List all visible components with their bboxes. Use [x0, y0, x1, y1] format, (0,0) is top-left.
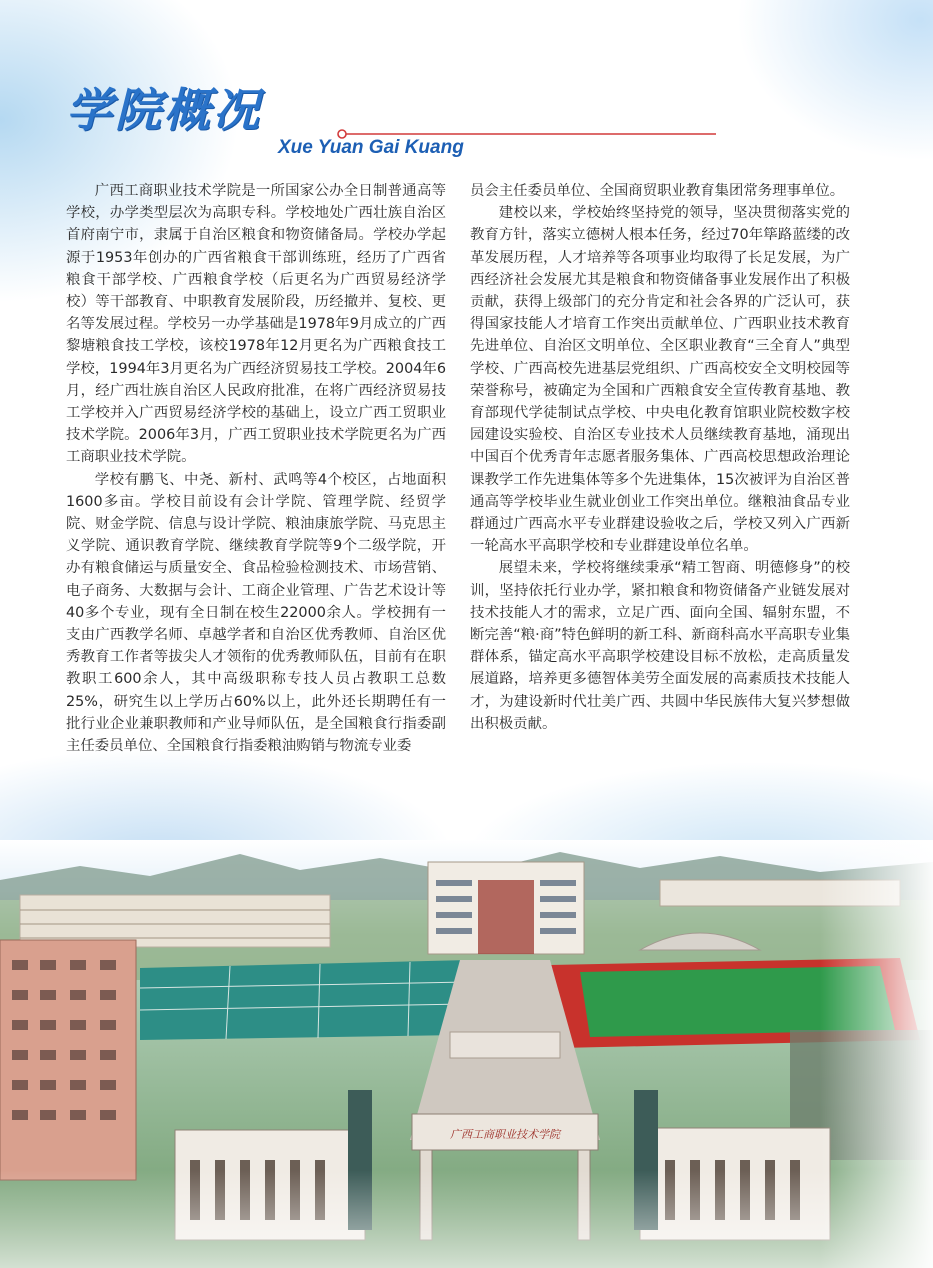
- page-title: 学院概况: [66, 83, 262, 137]
- paragraph-campus-faculty-continued: 员会主任委员单位、全国商贸职业教育集团常务理事单位。: [470, 183, 845, 199]
- dormitory-building-left: [20, 895, 330, 947]
- page-subtitle: Xue Yuan Gai Kuang: [278, 137, 464, 158]
- campus-aerial-photo: [0, 840, 933, 1268]
- stone-monument: [450, 1032, 560, 1058]
- paragraph-campus-faculty: 学校有鹏飞、中尧、新村、武鸣等4个校区，占地面积1600多亩。学校目前设有会计学院、管理学院、经贸学院、财金学院、信息与设计学院、粮油康旅学院、马克思主义学院、通识教育学院、继续教育学院等9个二级学院，开办有粮食储运与质量安全、食品检验检测技术、市场营销、电子商务、大数据与会计、工商企业管理、广告艺术设计等40多个专业，现有全日制在校生22000余人。学校拥有一支由广西教学名师、卓越学者和自治区优秀教师、自治区优秀教育工作者等拔尖人才领衔的优秀教师队伍，目前有在职教职工600余人，其中高级职称专技人员占教职工总数25%，研究生以上学历占60%以上，此外还长期聘任有一批行业企业兼职教师和产业导师队伍，是全国粮食行指委副主任委员单位、全国粮食行指委粮油购销与物流专业委: [66, 471, 446, 755]
- gate-sign-text: 广西工商职业技术学院: [450, 1128, 560, 1141]
- right-column: [470, 180, 850, 735]
- paragraph-history: 广西工商职业技术学院是一所国家公办全日制普通高等学校，办学类型层次为高职专科。学校地处广西壮族自治区首府南宁市，隶属于自治区粮食和物资储备局。学校办学起源于1953年创办的广西省粮食干部训练班，经历了广西省粮食干部学校、广西粮食学校（后更名为广西贸易经济学校）等干部教育、中职教育发展阶段，历经撤并、复校、更名等发展过程。学校另一办学基础是1978年9月成立的广西黎塘粮食技工学校，该校1978年12月更名为广西粮食技工学校，1994年3月更名为广西经济贸易技工学校。2004年6月，经广西壮族自治区人民政府批准，在将广西经济贸易技工学校并入广西贸易经济学校的基础上，设立广西工贸职业技术学院。2006年3月，广西工贸职业技术学院更名为广西工商职业技术学院。: [66, 183, 446, 466]
- left-column: [66, 180, 446, 757]
- section-header: [66, 80, 466, 160]
- sports-courts: [140, 960, 470, 1040]
- paragraph-outlook: 展望未来，学校将继续秉承“精工智商、明德修身”的校训，坚持依托行业办学，紧扣粮食和物资储备产业链发展对技术技能人才的需求，立足广西、面向全国、辐射东盟，不断完善“粮·商”特色鲜明的新工科、新商科高水平高职专业集群体系，锚定高水平高职学校建设目标不放松，走高质量发展道路，培养更多德智体美劳全面发展的高素质技术技能人才，为建设新时代壮美广西、共圆中华民族伟大复兴梦想做出积极贡献。: [470, 560, 850, 732]
- paragraph-achievements: 建校以来，学校始终坚持党的领导，坚决贯彻落实党的教育方针，落实立德树人根本任务，经过70年筚路蓝缕的改革发展历程，人才培养等各项事业均取得了长足发展，为广西经济社会发展尤其是粮食和物资储备事业发展作出了积极贡献，获得上级部门的充分肯定和社会各界的广泛认可，获得国家技能人才培育工作突出贡献单位、广西职业技术教育先进单位、自治区文明单位、全区职业教育“三全育人”典型学校、广西高校先进基层党组织、广西高校安全文明校园等荣誉称号，被确定为全国和广西粮食安全宣传教育基地、教育部现代学徒制试点学校、中央电化教育馆职业院校数字校园建设实验校、自治区专业技术人员继续教育基地，涌现出中国百个优秀青年志愿者服务集体、广西高校思想政治理论课教学工作先进集体等多个先进集体，15次被评为自治区普通高等学校毕业生就业创业工作突出单位。继粮油食品专业群通过广西高水平专业群建设验收之后，学校又列入广西新一轮高水平高职学校和专业群建设单位名单。: [470, 205, 850, 555]
